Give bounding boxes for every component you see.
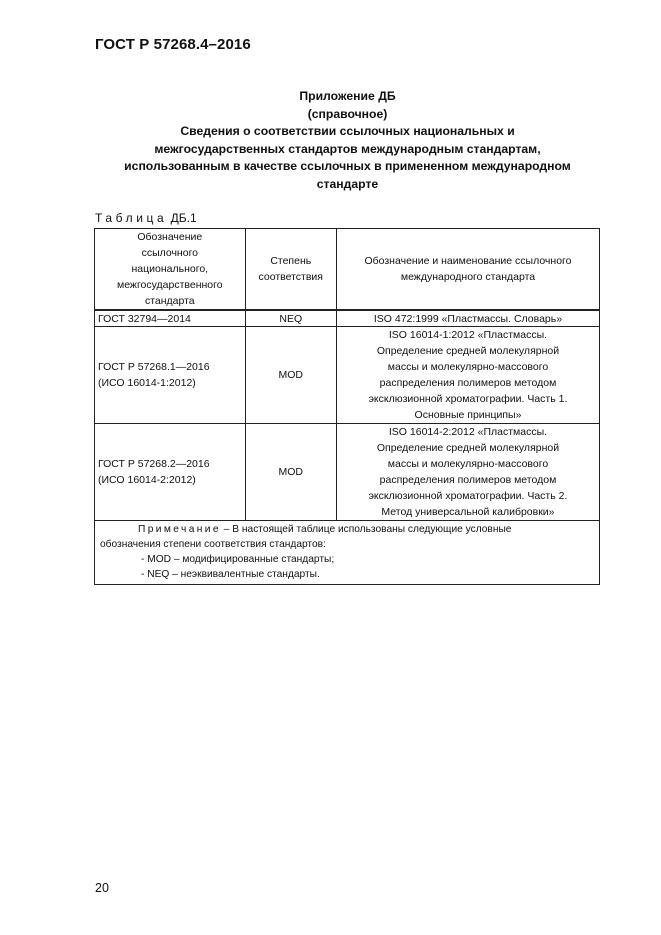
cell-designation <box>95 327 246 424</box>
cell-line: ГОСТ 32794—2014 <box>98 312 191 325</box>
cell-designation <box>95 424 246 521</box>
annex-heading <box>95 88 600 194</box>
header-line: ссылочного <box>141 247 199 259</box>
header-line: Степень <box>270 255 312 267</box>
cell-line: распределения полимеров методом <box>379 474 557 486</box>
cell-line: ГОСТ Р 57268.2—2016 <box>98 458 210 470</box>
note-label: Примечание <box>138 524 221 535</box>
cell-line: массы и молекулярно-массового <box>387 361 549 373</box>
cell-line: эксклюзионной хроматографии. Часть 1. <box>368 393 568 405</box>
note-text: В настоящей таблице использованы следующие условные <box>232 524 512 535</box>
header-line: соответствия <box>258 271 323 283</box>
cell-international <box>336 310 599 327</box>
cell-line: Основные принципы» <box>414 409 522 421</box>
header-line: международного стандарта <box>400 271 536 283</box>
table-caption <box>95 211 197 225</box>
cell-line: ISO 16014-2:2012 «Пластмассы. <box>388 426 548 438</box>
note-dash: – <box>220 524 233 535</box>
header-designation <box>95 229 246 311</box>
note-item: - MOD – модифицированные стандарты; <box>141 554 335 565</box>
note-text: обозначения степени соответствия стандартов: <box>100 539 326 550</box>
cell-degree: NEQ <box>245 310 336 327</box>
table-caption-id: ДБ.1 <box>170 211 197 225</box>
header-international <box>336 229 599 311</box>
annex-heading-line: Сведения о соответствии ссылочных национальных и <box>180 124 515 139</box>
cell-line: Определение средней молекулярной <box>376 345 560 357</box>
page-number: 20 <box>95 881 109 895</box>
cell-line: эксклюзионной хроматографии. Часть 2. <box>368 490 568 502</box>
header-line: Обозначение и наименование ссылочного <box>364 255 572 267</box>
annex-heading-line: межгосударственных стандартов международным стандартам, <box>154 141 541 156</box>
cell-line: распределения полимеров методом <box>379 377 557 389</box>
cell-line: ГОСТ Р 57268.1—2016 <box>98 361 210 373</box>
table-row <box>95 424 600 521</box>
table-row <box>95 310 600 327</box>
annex-title: Приложение ДБ <box>299 89 396 103</box>
note-item: - NEQ – неэквивалентные стандарты. <box>141 569 320 580</box>
header-line: национального, <box>131 263 209 275</box>
table-header-row <box>95 229 600 311</box>
correspondence-table <box>94 228 600 585</box>
cell-line: Метод универсальной калибровки» <box>381 506 555 518</box>
cell-degree: MOD <box>245 424 336 521</box>
table-caption-word: Таблица <box>95 211 168 225</box>
document-code: ГОСТ Р 57268.4–2016 <box>95 36 251 53</box>
header-line: межгосударственного <box>116 279 223 291</box>
table-note-row <box>95 521 600 585</box>
cell-designation <box>95 310 246 327</box>
cell-line: (ИСО 16014-2:2012) <box>98 474 196 486</box>
annex-heading-line: использованным в качестве ссылочных в примененном международном <box>124 159 571 174</box>
cell-degree: MOD <box>245 327 336 424</box>
table-note <box>95 521 600 585</box>
cell-line: Определение средней молекулярной <box>376 442 560 454</box>
cell-line: ISO 472:1999 «Пластмассы. Словарь» <box>373 312 563 325</box>
cell-line: ISO 16014-1:2012 «Пластмассы. <box>388 329 548 341</box>
annex-heading-line: стандарте <box>316 176 379 191</box>
annex-kind: (справочное) <box>307 106 388 121</box>
header-line: Обозначение <box>137 231 203 243</box>
header-degree <box>245 229 336 311</box>
header-line: стандарта <box>144 295 195 307</box>
cell-line: (ИСО 16014-1:2012) <box>98 377 196 389</box>
cell-international <box>336 424 599 521</box>
cell-line: массы и молекулярно-массового <box>387 458 549 470</box>
table-row <box>95 327 600 424</box>
cell-international <box>336 327 599 424</box>
